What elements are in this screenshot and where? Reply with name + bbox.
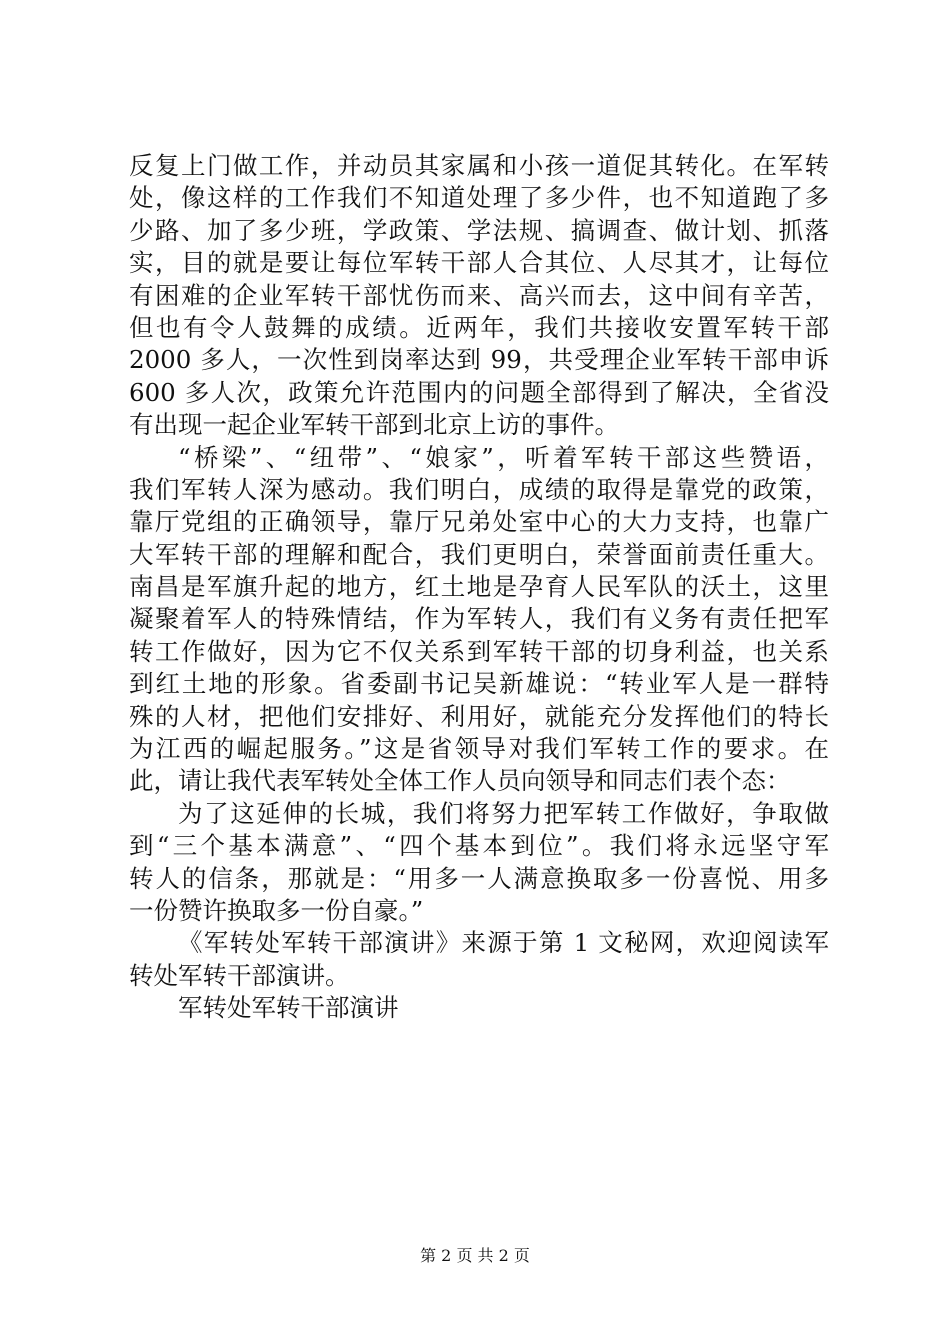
paragraph: [129, 442, 829, 798]
paragraph-line: 靠厅党组的正确领导，靠厅兄弟处室中心的大力支持，也靠广: [129, 507, 829, 537]
document-body: [129, 150, 829, 1025]
paragraph-line: 反复上门做工作，并动员其家属和小孩一道促其转化。在军转: [129, 151, 829, 180]
page-footer: 第 2 页 共 2 页: [420, 1246, 530, 1265]
paragraph-line: 殊的人材，把他们安排好、利用好，就能充分发挥他们的特长: [129, 701, 829, 731]
paragraph-line: 到红土地的形象。省委副书记吴新雄说：“转业军人是一群特: [129, 669, 829, 699]
paragraph-line: 处，像这样的工作我们不知道处理了多少件，也不知道跑了多: [129, 183, 829, 213]
paragraph-line: 转人的信条，那就是：“用多一人满意换取多一份喜悦、用多: [129, 863, 829, 893]
paragraph-line: 600 多人次，政策允许范围内的问题全部得到了解决，全省没: [129, 377, 829, 407]
paragraph-line: 此，请让我代表军转处全体工作人员向领导和同志们表个态：: [129, 766, 791, 796]
paragraph-line: 凝聚着军人的特殊情结，作为军转人，我们有义务有责任把军: [129, 604, 829, 634]
paragraph-line: 2000 多人，一次性到岗率达到 99，共受理企业军转干部申诉: [129, 345, 829, 375]
paragraph-line: 有出现一起企业军转干部到北京上访的事件。: [129, 410, 619, 440]
paragraph-line: 一份赞许换取多一份自豪。”: [129, 895, 424, 925]
paragraph-line: 少路、加了多少班，学政策、学法规、搞调查、做计划、抓落: [129, 215, 829, 245]
paragraph-line: 转工作做好，因为它不仅关系到军转干部的切身利益，也关系: [129, 636, 829, 666]
paragraph-line: 转处军转干部演讲。: [129, 960, 350, 990]
paragraph-line: 军转处军转干部演讲: [178, 993, 399, 1023]
paragraph-line: 大军转干部的理解和配合，我们更明白，荣誉面前责任重大。: [129, 539, 829, 569]
paragraph-line: 南昌是军旗升起的地方，红土地是孕育人民军队的沃土，这里: [129, 572, 829, 602]
paragraph-line: 为江西的崛起服务。”这是省领导对我们军转工作的要求。在: [129, 734, 829, 764]
paragraph-line: 到“三个基本满意”、“四个基本到位”。我们将永远坚守军: [129, 831, 829, 861]
paragraph-line: 我们军转人深为感动。我们明白，成绩的取得是靠党的政策，: [129, 474, 829, 504]
paragraph-line: 但也有令人鼓舞的成绩。近两年，我们共接收安置军转干部: [129, 312, 829, 342]
paragraph-line: 为了这延伸的长城，我们将努力把军转工作做好，争取做: [178, 798, 829, 828]
paragraph: [129, 927, 829, 992]
paragraph: [129, 150, 829, 442]
paragraph: [129, 798, 829, 928]
paragraph-line: 有困难的企业军转干部忧伤而来、高兴而去，这中间有辛苦，: [129, 280, 829, 310]
paragraph-line: 实，目的就是要让每位军转干部人合其位、人尽其才，让每位: [129, 248, 829, 278]
paragraph-line: “桥梁”、“纽带”、“娘家”，听着军转干部这些赞语，: [178, 442, 829, 472]
paragraph-line: 《军转处军转干部演讲》来源于第 1 文秘网，欢迎阅读军: [178, 928, 829, 958]
paragraph: [129, 992, 829, 1024]
